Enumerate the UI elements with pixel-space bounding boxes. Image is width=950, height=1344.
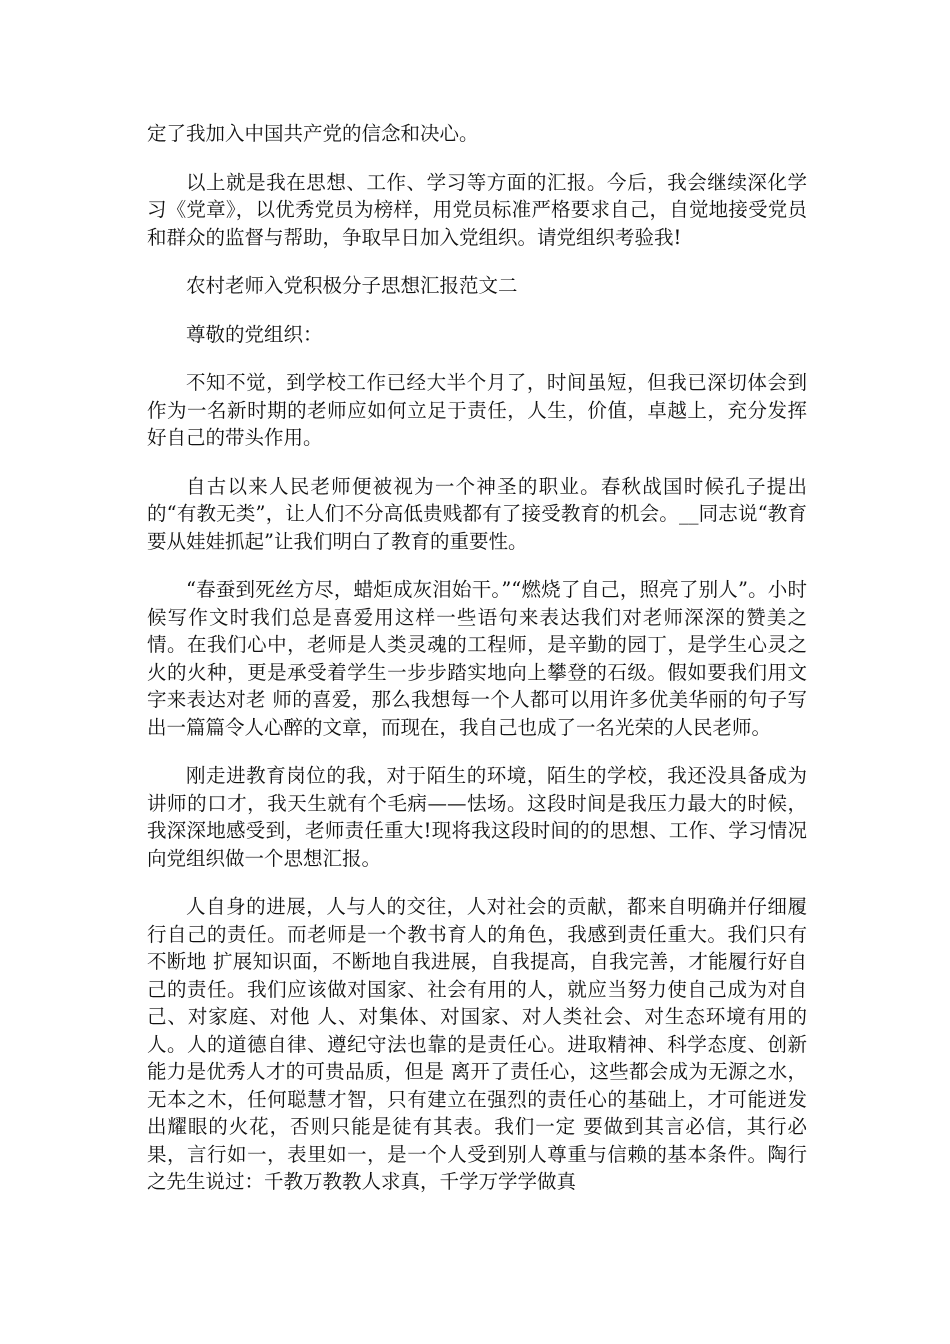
paragraph-intro: 不知不觉，到学校工作已经大半个月了，时间虽短，但我已深切体会到作为一名新时期的老师应如何立足于责任，人生，价值，卓越上，充分发挥好自己的带头作用。 — [147, 371, 807, 449]
paragraph-summary: 以上就是我在思想、工作、学习等方面的汇报。今后，我会继续深化学习《党章》，以优秀党员为榜样，用党员标准严格要求自己，自觉地接受党员和群众的监督与帮助，争取早日加入党组织。请党组织考验我! — [147, 170, 807, 249]
paragraph-new-post: 刚走进教育岗位的我，对于陌生的环境，陌生的学校，我还没具备成为讲师的口才，我天生就有个毛病——怯场。这段时间是我压力最大的时候，我深深地感受到，老师责任重大!现将我这段时间的的思想、工作、学习情况向党组织做一个思想汇报。 — [147, 764, 807, 870]
paragraph-continuation: 定了我加入中国共产党的信念和决心。 — [147, 122, 479, 145]
document-page — [147, 120, 807, 1217]
paragraph-praise: “春蚕到死丝方尽，蜡炬成灰泪始干。”“燃烧了自己，照亮了别人”。小时候写作文时我们总是喜爱用这样一些语句来表达我们对老师深深的赞美之情。在我们心中，老师是人类灵魂的工程师，是辛勤的园丁，是学生心灵之火的火种，更是承受着学生一步步踏实地向上攀登的石级。假如要我们用文字来表达对老 师的喜爱，那么我想每一个人都可以用许多优美华丽的句子写出一篇篇令人心醉的文章，而现在，我自己也成了一名光荣的人民老师。 — [147, 578, 807, 739]
salutation: 尊敬的党组织： — [186, 322, 323, 346]
section-title: 农村老师入党积极分子思想汇报范文二 — [186, 274, 518, 297]
paragraph-history: 自古以来人民老师便被视为一个神圣的职业。春秋战国时候孔子提出的“有教无类”，让人们不分高低贵贱都有了接受教育的机会。__同志说“教育要从娃娃抓起”让我们明白了教育的重要性。 — [147, 474, 807, 553]
paragraph-responsibility: 人自身的进展，人与人的交往，人对社会的贡献，都来自明确并仔细履行自己的责任。而老师是一个教书育人的角色，我感到责任重大。我们只有不断地 扩展知识面，不断地自我进展，自我提高，自我完善，才能履行好自己的责任。我们应该做对国家、社会有用的人，就应当努力使自己成为对自己、对家庭、对他 人、对集体、对国家、对人类社会、对生态环境有用的人。人的道德自律、遵纪守法也靠的是责任心。进取精神、科学态度、创新能力是优秀人才的可贵品质，但是 离开了责任心，这些都会成为无源之水，无本之木，任何聪慧才智，只有建立在强烈的责任心的基础上，才可能迸发出耀眼的火花，否则只能是徒有其表。我们一定 要做到其言必信，其行必果，言行如一，表里如一，是一个人受到别人尊重与信赖的基本条件。陶行之先生说过：千教万教教人求真，千学万学学做真 — [147, 895, 807, 1193]
